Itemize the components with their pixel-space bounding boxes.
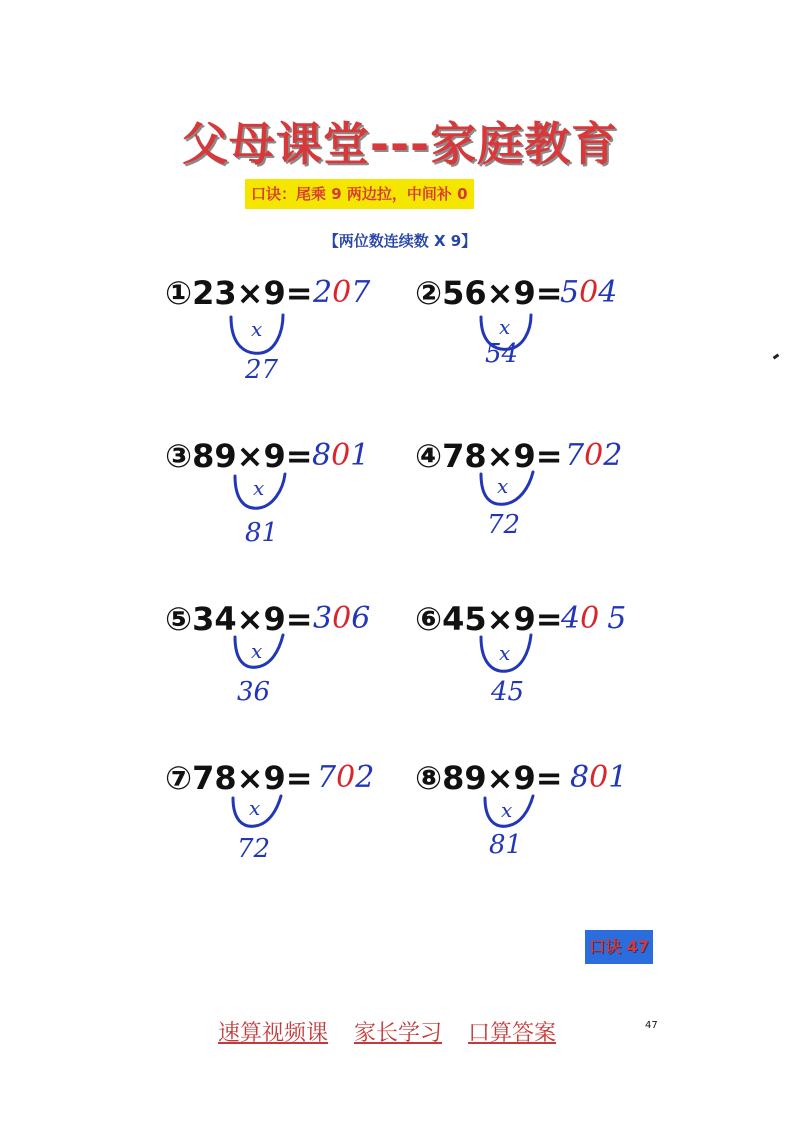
times-mark: x [501, 798, 513, 822]
problem-4 [415, 436, 675, 566]
product-label: 54 [485, 339, 519, 369]
mnemonic-badge: 口诀 47 [585, 930, 653, 964]
times-mark: x [499, 315, 511, 339]
product-label: 72 [237, 834, 271, 864]
problem-answer: 207 [313, 275, 371, 310]
problem-answer: 801 [312, 438, 370, 473]
footer-link-parent-learning[interactable]: 家长学习 [354, 1021, 443, 1046]
problem-equation: ⑧89×9= [415, 759, 563, 797]
product-label: 45 [491, 677, 525, 707]
pull-arc [165, 273, 425, 403]
times-mark: x [251, 639, 263, 663]
problem-1 [165, 273, 425, 403]
product-label: 27 [245, 355, 279, 385]
problem-3 [165, 436, 425, 566]
scan-mark [773, 354, 780, 360]
times-mark: x [253, 476, 265, 500]
pull-arc [165, 436, 425, 566]
problem-answer: 306 [313, 601, 371, 636]
footer-link-answers[interactable]: 口算答案 [468, 1021, 557, 1046]
problem-equation: ①23×9= [165, 274, 313, 312]
problem-8 [415, 758, 675, 888]
pull-arc [415, 758, 675, 888]
problem-7 [165, 758, 425, 888]
times-mark: x [251, 317, 263, 341]
product-label: 72 [487, 510, 521, 540]
problem-answer: 801 [570, 760, 628, 795]
problem-equation: ③89×9= [165, 437, 313, 475]
pull-arc [415, 273, 675, 403]
problem-answer: 702 [317, 760, 375, 795]
problem-answer: 504 [560, 275, 618, 310]
problem-answer: 40 5 [561, 601, 627, 636]
pull-arc [165, 599, 425, 729]
section-subheading: 【两位数连续数 X 9】 [323, 232, 477, 250]
problem-equation: ④78×9= [415, 437, 563, 475]
product-label: 36 [237, 677, 271, 707]
footer-links [218, 1016, 556, 1047]
problem-equation: ⑤34×9= [165, 600, 313, 638]
problem-answer: 702 [565, 438, 623, 473]
pull-arc [415, 599, 675, 729]
pull-arc [415, 436, 675, 566]
mnemonic-highlight: 口诀：尾乘 9 两边拉，中间补 0 [245, 179, 474, 209]
times-mark: x [499, 641, 511, 665]
product-label: 81 [489, 830, 523, 860]
times-mark: x [249, 796, 261, 820]
problem-equation: ⑦78×9= [165, 759, 313, 797]
page-number: 47 [645, 1020, 658, 1031]
problem-5 [165, 599, 425, 729]
footer-link-video-course[interactable]: 速算视频课 [218, 1021, 329, 1046]
problem-2 [415, 273, 675, 403]
problem-equation: ②56×9= [415, 274, 563, 312]
problem-6 [415, 599, 675, 729]
problem-equation: ⑥45×9= [415, 600, 563, 638]
times-mark: x [497, 474, 509, 498]
product-label: 81 [245, 518, 279, 548]
page-title: 父母课堂---家庭教育 [181, 117, 619, 171]
pull-arc [165, 758, 425, 888]
